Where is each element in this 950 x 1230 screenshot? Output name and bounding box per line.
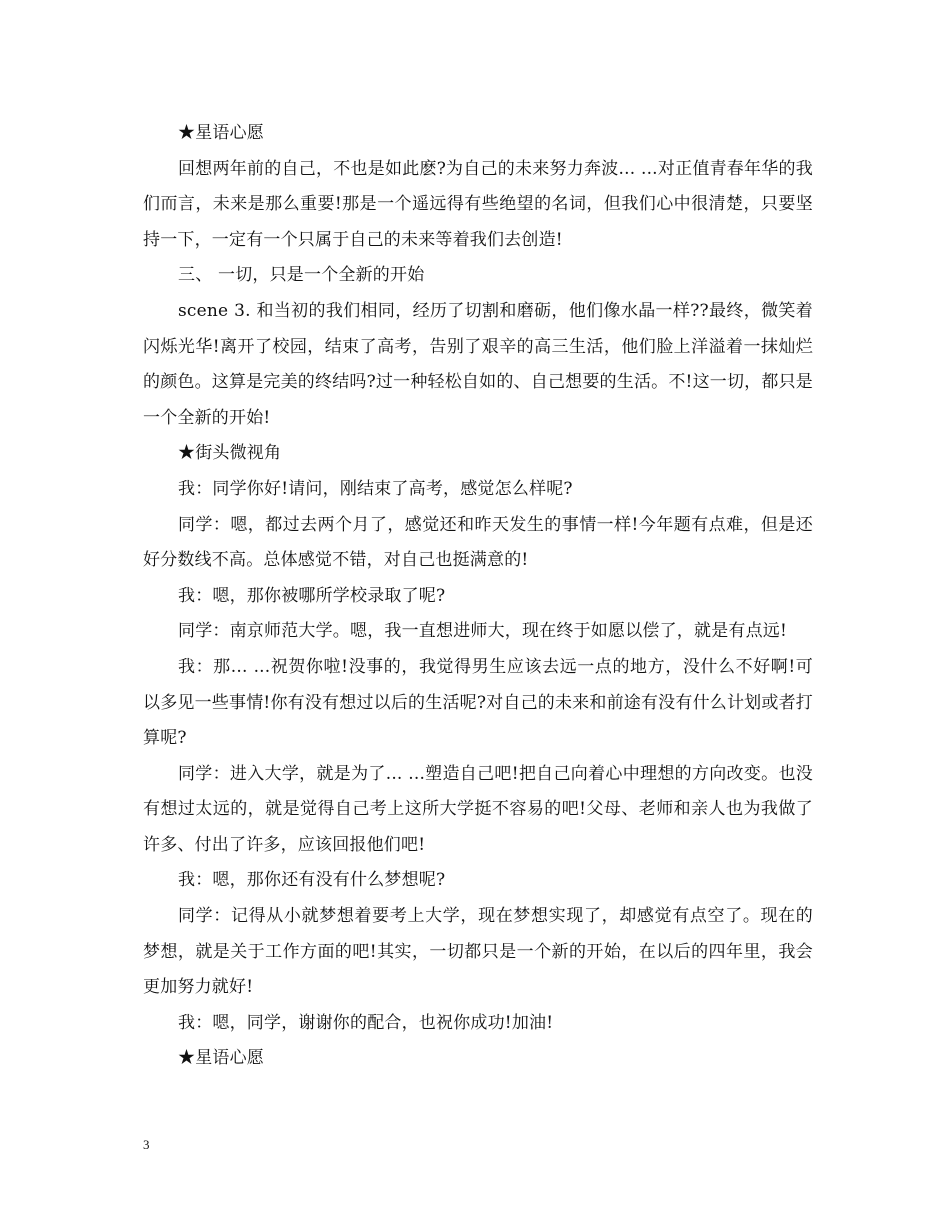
dialogue-line: 同学：进入大学，就是为了... ...塑造自己吧!把自己向着心中理想的方向改变。也没有想过太远的，就是觉得自己考上这所大学挺不容易的吧!父母、老师和亲人也为我做了许多、付出了许多，应该回报他们吧!	[143, 763, 813, 855]
dialogue-line: 我：同学你好!请问，刚结束了高考，感觉怎么样呢?	[178, 478, 573, 499]
paragraph-recall: 回想两年前的自己，不也是如此麽?为自己的未来努力奔波... ...对正值青春年华的我们而言，未来是那么重要!那是一个遥远得有些绝望的名词，但我们心中很清楚，只要坚持一下，一定有一个只属于自己的未来等着我们去创造!	[143, 158, 813, 250]
dialogue-line: 同学：记得从小就梦想着要考上大学，现在梦想实现了，却感觉有点空了。现在的梦想，就是关于工作方面的吧!其实，一切都只是一个新的开始，在以后的四年里，我会更加努力就好!	[143, 906, 813, 998]
dialogue-line: 我：嗯，那你被哪所学校录取了呢?	[178, 585, 446, 606]
dialogue-line: 我：那... ...祝贺你啦!没事的，我觉得男生应该去远一点的地方，没什么不好啊!可以多见一些事情!你有没有想过以后的生活呢?对自己的未来和前途有没有什么计划或者打算呢?	[143, 656, 813, 749]
section-heading-wish-2: ★星语心愿	[178, 1048, 264, 1069]
dialogue-line: 我：嗯，同学，谢谢你的配合，也祝你成功!加油!	[178, 1012, 554, 1033]
dialogue-line: 我：嗯，那你还有没有什么梦想呢?	[178, 870, 446, 891]
page-number: 3	[143, 1137, 150, 1152]
paragraph-scene-3: scene 3. 和当初的我们相同，经历了切割和磨砺，他们像水晶一样??最终，微笑着闪烁光华!离开了校园，结束了高考，告别了艰辛的高三生活，他们脸上洋溢着一抹灿烂的颜色。这算是完美的终结吗?过一种轻松自如的、自己想要的生活。不!这一切，都只是一个全新的开始!	[143, 300, 813, 428]
document-body	[143, 116, 813, 1077]
section-heading-three: 三、 一切，只是一个全新的开始	[178, 265, 425, 286]
section-heading-wish-1: ★星语心愿	[178, 123, 264, 143]
dialogue-line: 同学：南京师范大学。嗯，我一直想进师大，现在终于如愿以偿了，就是有点远!	[178, 621, 788, 642]
dialogue-line: 同学：嗯，都过去两个月了，感觉还和昨天发生的事情一样!今年题有点难，但是还好分数线不高。总体感觉不错，对自己也挺满意的!	[143, 514, 813, 571]
section-heading-street: ★街头微视角	[178, 443, 282, 464]
